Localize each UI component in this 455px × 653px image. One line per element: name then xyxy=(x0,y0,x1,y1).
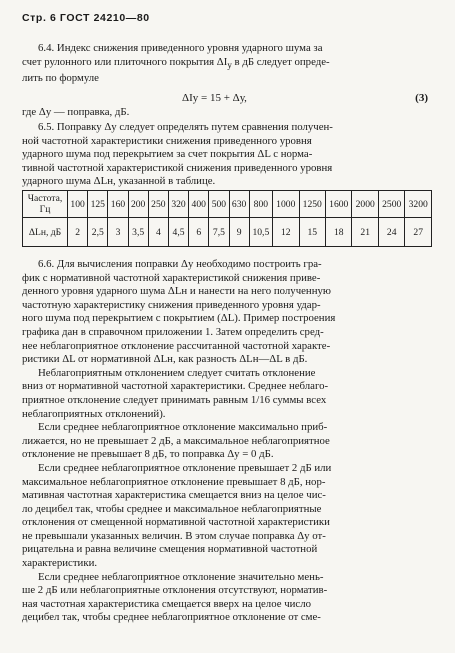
text-line: ристики ΔL от нормативной ΔLн, как разность ΔLн—ΔL в дБ. xyxy=(22,353,308,366)
frequency-cell: 500 xyxy=(209,191,229,218)
text-line: где Δу — поправка, дБ. xyxy=(22,106,130,118)
text-line: приятное отклонение следует принимать равным 1/16 суммы всех xyxy=(22,393,327,406)
text-line: частотную характеристику снижения приведенного уровня удар- xyxy=(22,298,321,311)
text-line: фик с нормативной частотной характеристикой снижения приве- xyxy=(22,271,321,284)
text-line: вниз от нормативной частотной характеристики. Среднее неблаго- xyxy=(22,380,329,393)
frequency-cell: 800 xyxy=(249,191,272,218)
text-line: рицательна и равна величине смещения нормативной частотной xyxy=(22,543,318,556)
text-line: нее неблагоприятное отклонение рассчитанной частотной характе- xyxy=(22,339,331,352)
value-cell: 24 xyxy=(378,218,404,247)
frequency-cell: 3200 xyxy=(405,191,432,218)
section-6-4 xyxy=(22,42,428,86)
text-line: Если среднее неблагоприятное отклонение значительно мень- xyxy=(38,570,324,583)
value-cell: 10,5 xyxy=(249,218,272,247)
text-line: Если среднее неблагоприятное отклонение превышает 2 дБ или xyxy=(38,461,332,474)
value-cell: 9 xyxy=(229,218,249,247)
text-line: ше 2 дБ или неблагоприятные отклонения отсутствуют, норматив- xyxy=(22,584,328,597)
norm-characteristic-table xyxy=(22,190,432,247)
frequency-cell: 250 xyxy=(148,191,168,218)
formula-expression: ΔIу = 15 + Δу, xyxy=(182,92,247,104)
text-line: лижается, но не превышает 2 дБ, а максимальное неблагоприятное xyxy=(22,434,330,447)
frequency-cell: 200 xyxy=(128,191,148,218)
text-line: графика дан в справочном приложении 1. Затем определить сред- xyxy=(22,325,324,338)
text-line: Неблагоприятным отклонением следует считать отклонение xyxy=(38,366,316,379)
text-line: Если среднее неблагоприятное отклонение максимально приб- xyxy=(38,421,328,434)
text-line: ударного шума ΔLн, указанной в таблице. xyxy=(22,175,216,188)
text-line: 6.6. Для вычисления поправки Δу необходимо построить гра- xyxy=(38,258,322,270)
text-line: 6.4. Индекс снижения приведенного уровня ударного шума за xyxy=(38,42,323,54)
value-cell: 3,5 xyxy=(128,218,148,247)
frequency-cell: 630 xyxy=(229,191,249,218)
text-line: ударного шума под перекрытием за счет покрытия ΔL с норма- xyxy=(22,148,313,161)
page-header: Стр. 6 ГОСТ 24210—80 xyxy=(22,12,150,24)
value-cell: 3 xyxy=(108,218,128,247)
text-line: мативная частотная характеристика смещается вниз на целое чис- xyxy=(22,489,326,502)
frequency-cell: 100 xyxy=(68,191,88,218)
section-6-6 xyxy=(22,258,428,625)
value-cell: 4,5 xyxy=(168,218,188,247)
value-cell: 18 xyxy=(326,218,352,247)
value-cell: 7,5 xyxy=(209,218,229,247)
text-line: характеристики. xyxy=(22,557,98,570)
frequency-header-cell: Частота, Гц xyxy=(23,191,68,218)
text-line: децибел так, чтобы среднее неблагоприятное отклонение от сме- xyxy=(22,611,321,624)
text-line: счет рулонного или плиточного покрытия $\Delta I_у$ в дБ следует опреде- xyxy=(22,55,330,70)
section-6-5 xyxy=(22,121,428,189)
frequency-cell: 125 xyxy=(88,191,108,218)
frequency-cell: 1000 xyxy=(273,191,299,218)
text-line: отклонение не превышает 8 дБ, то поправка Δу = 0 дБ. xyxy=(22,448,274,461)
text-line: 6.5. Поправку Δу следует определять путем сравнения получен- xyxy=(38,121,333,133)
text-line: неблагоприятных отклонений). xyxy=(22,407,166,420)
text-line: ло децибел так, чтобы среднее и максимальное неблагоприятные xyxy=(22,502,322,515)
text-line: денного уровня ударного шума ΔLн и нанести на него полученную xyxy=(22,285,331,298)
text-line: отклонения от смещенной нормативной частотной характеристики xyxy=(22,516,330,529)
text-line: ная частотная характеристика смещается вверх на целое число xyxy=(22,597,312,610)
frequency-cell: 1250 xyxy=(299,191,325,218)
text-line: тивной частотной характеристикой снижения приведенного уровня xyxy=(22,161,333,174)
text-line: ного шума под перекрытием с покрытием (ΔL). Пример построения xyxy=(22,312,336,325)
frequency-cell: 2500 xyxy=(378,191,404,218)
frequency-cell: 320 xyxy=(168,191,188,218)
text-line: максимальное неблагоприятное отклонение превышает 8 дБ, нор- xyxy=(22,475,326,488)
frequency-cell: 2000 xyxy=(352,191,378,218)
where-note xyxy=(22,106,428,120)
text-line: не превышали указанных величин. В этом случае поправка Δу от- xyxy=(22,529,326,542)
value-cell: 12 xyxy=(273,218,299,247)
subscript: у xyxy=(227,59,232,70)
value-cell: 2 xyxy=(68,218,88,247)
value-cell: 27 xyxy=(405,218,432,247)
value-row xyxy=(23,218,432,247)
value-cell: 6 xyxy=(189,218,209,247)
text-line: ной частотной характеристики снижения приведенного уровня xyxy=(22,134,312,147)
frequency-row xyxy=(23,191,432,218)
value-cell: 15 xyxy=(299,218,325,247)
text-line: лить по формуле xyxy=(22,72,99,85)
value-cell: 4 xyxy=(148,218,168,247)
value-header-cell: ΔLн, дБ xyxy=(23,218,68,247)
value-cell: 2,5 xyxy=(88,218,108,247)
value-cell: 21 xyxy=(352,218,378,247)
formula-number: (3) xyxy=(415,92,428,104)
frequency-cell: 160 xyxy=(108,191,128,218)
frequency-cell: 1600 xyxy=(326,191,352,218)
frequency-cell: 400 xyxy=(189,191,209,218)
